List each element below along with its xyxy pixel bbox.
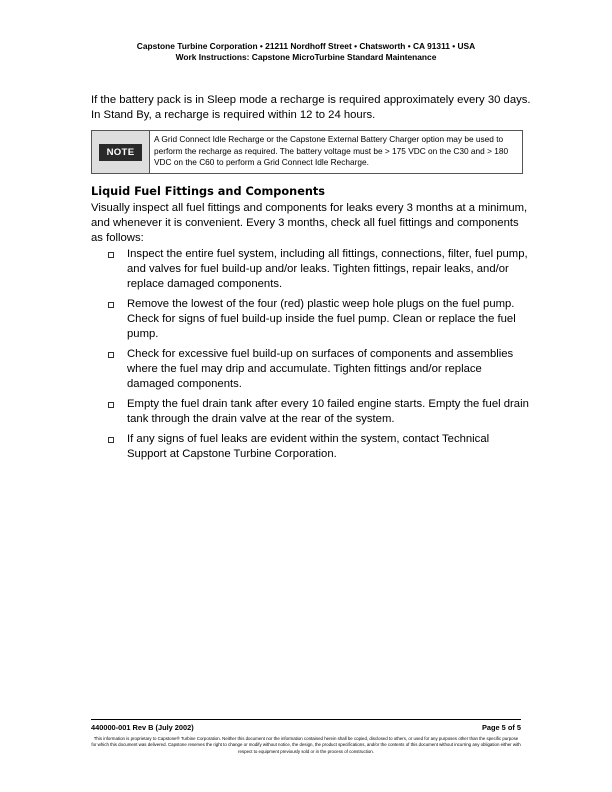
list-item-text: Inspect the entire fuel system, including all fittings, connections, filter, fuel pump, and valves for fuel build-up and/or leaks. Tighten fittings, repair leaks, and/or replace damaged components. bbox=[127, 248, 528, 290]
bullet-list bbox=[91, 247, 531, 467]
checkbox-bullet-icon bbox=[108, 402, 114, 408]
list-item bbox=[91, 297, 531, 342]
checkbox-bullet-icon bbox=[108, 437, 114, 443]
list-item-text: Remove the lowest of the four (red) plastic weep hole plugs on the fuel pump. Check for signs of fuel build-up inside the fuel pump. Clean or replace the fuel pump. bbox=[127, 298, 516, 340]
list-item-text: Check for excessive fuel build-up on surfaces of components and assemblies where the fuel may drip and accumulate. Tighten fittings and/or replace damaged components. bbox=[127, 348, 514, 390]
section-title: Liquid Fuel Fittings and Components bbox=[91, 185, 326, 198]
note-text: A Grid Connect Idle Recharge or the Capstone External Battery Charger option may be used to perform the recharge as required. The battery voltage must be > 175 VDC on the C30 and > 180 VDC on the C60 to perform a Grid Connect Idle Recharge. bbox=[149, 131, 522, 173]
section-lead: Visually inspect all fuel fittings and components for leaks every 3 months at a minimum, and whenever it is convenient. Every 3 months, check all fuel fittings and components as follows: bbox=[91, 202, 528, 244]
list-item-text: If any signs of fuel leaks are evident within the system, contact Technical Support at Capstone Turbine Corporation. bbox=[127, 433, 490, 460]
checkbox-bullet-icon bbox=[108, 302, 114, 308]
header-subtitle: Work Instructions: Capstone MicroTurbine Standard Maintenance bbox=[175, 52, 437, 62]
footer-legal-notice: This information is proprietary to Capstone® Turbine Corporation. Neither this document nor the information contained herein shall be copied, disclosed to others, or used for any purposes other than the specific purpose for which this document was delivered. Capstone reserves the right to change or modify without notice, the design, the product specifications, and/or the contents of this document without incurring any obligation either with respect to equipment previously sold or in the process of construction. bbox=[91, 736, 521, 754]
list-item bbox=[91, 432, 531, 462]
note-label-cell bbox=[92, 131, 149, 173]
footer-divider bbox=[91, 719, 521, 720]
checkbox-bullet-icon bbox=[108, 352, 114, 358]
list-item bbox=[91, 247, 531, 292]
list-item bbox=[91, 347, 531, 392]
header-address: Capstone Turbine Corporation • 21211 Nordhoff Street • Chatsworth • CA 91311 • USA bbox=[136, 41, 476, 51]
list-item bbox=[91, 397, 531, 427]
footer-doc-id: 440000-001 Rev B (July 2002) bbox=[91, 723, 194, 732]
page-header bbox=[0, 41, 612, 63]
checkbox-bullet-icon bbox=[108, 252, 114, 258]
intro-paragraph: If the battery pack is in Sleep mode a recharge is required approximately every 30 days. In Stand By, a recharge is required within 12 to 24 hours. bbox=[91, 94, 531, 121]
note-box bbox=[91, 130, 523, 174]
footer-page-number: Page 5 of 5 bbox=[481, 723, 521, 732]
note-badge: NOTE bbox=[99, 144, 143, 161]
list-item-text: Empty the fuel drain tank after every 10 failed engine starts. Empty the fuel drain tank through the drain valve at the rear of the system. bbox=[127, 398, 529, 425]
